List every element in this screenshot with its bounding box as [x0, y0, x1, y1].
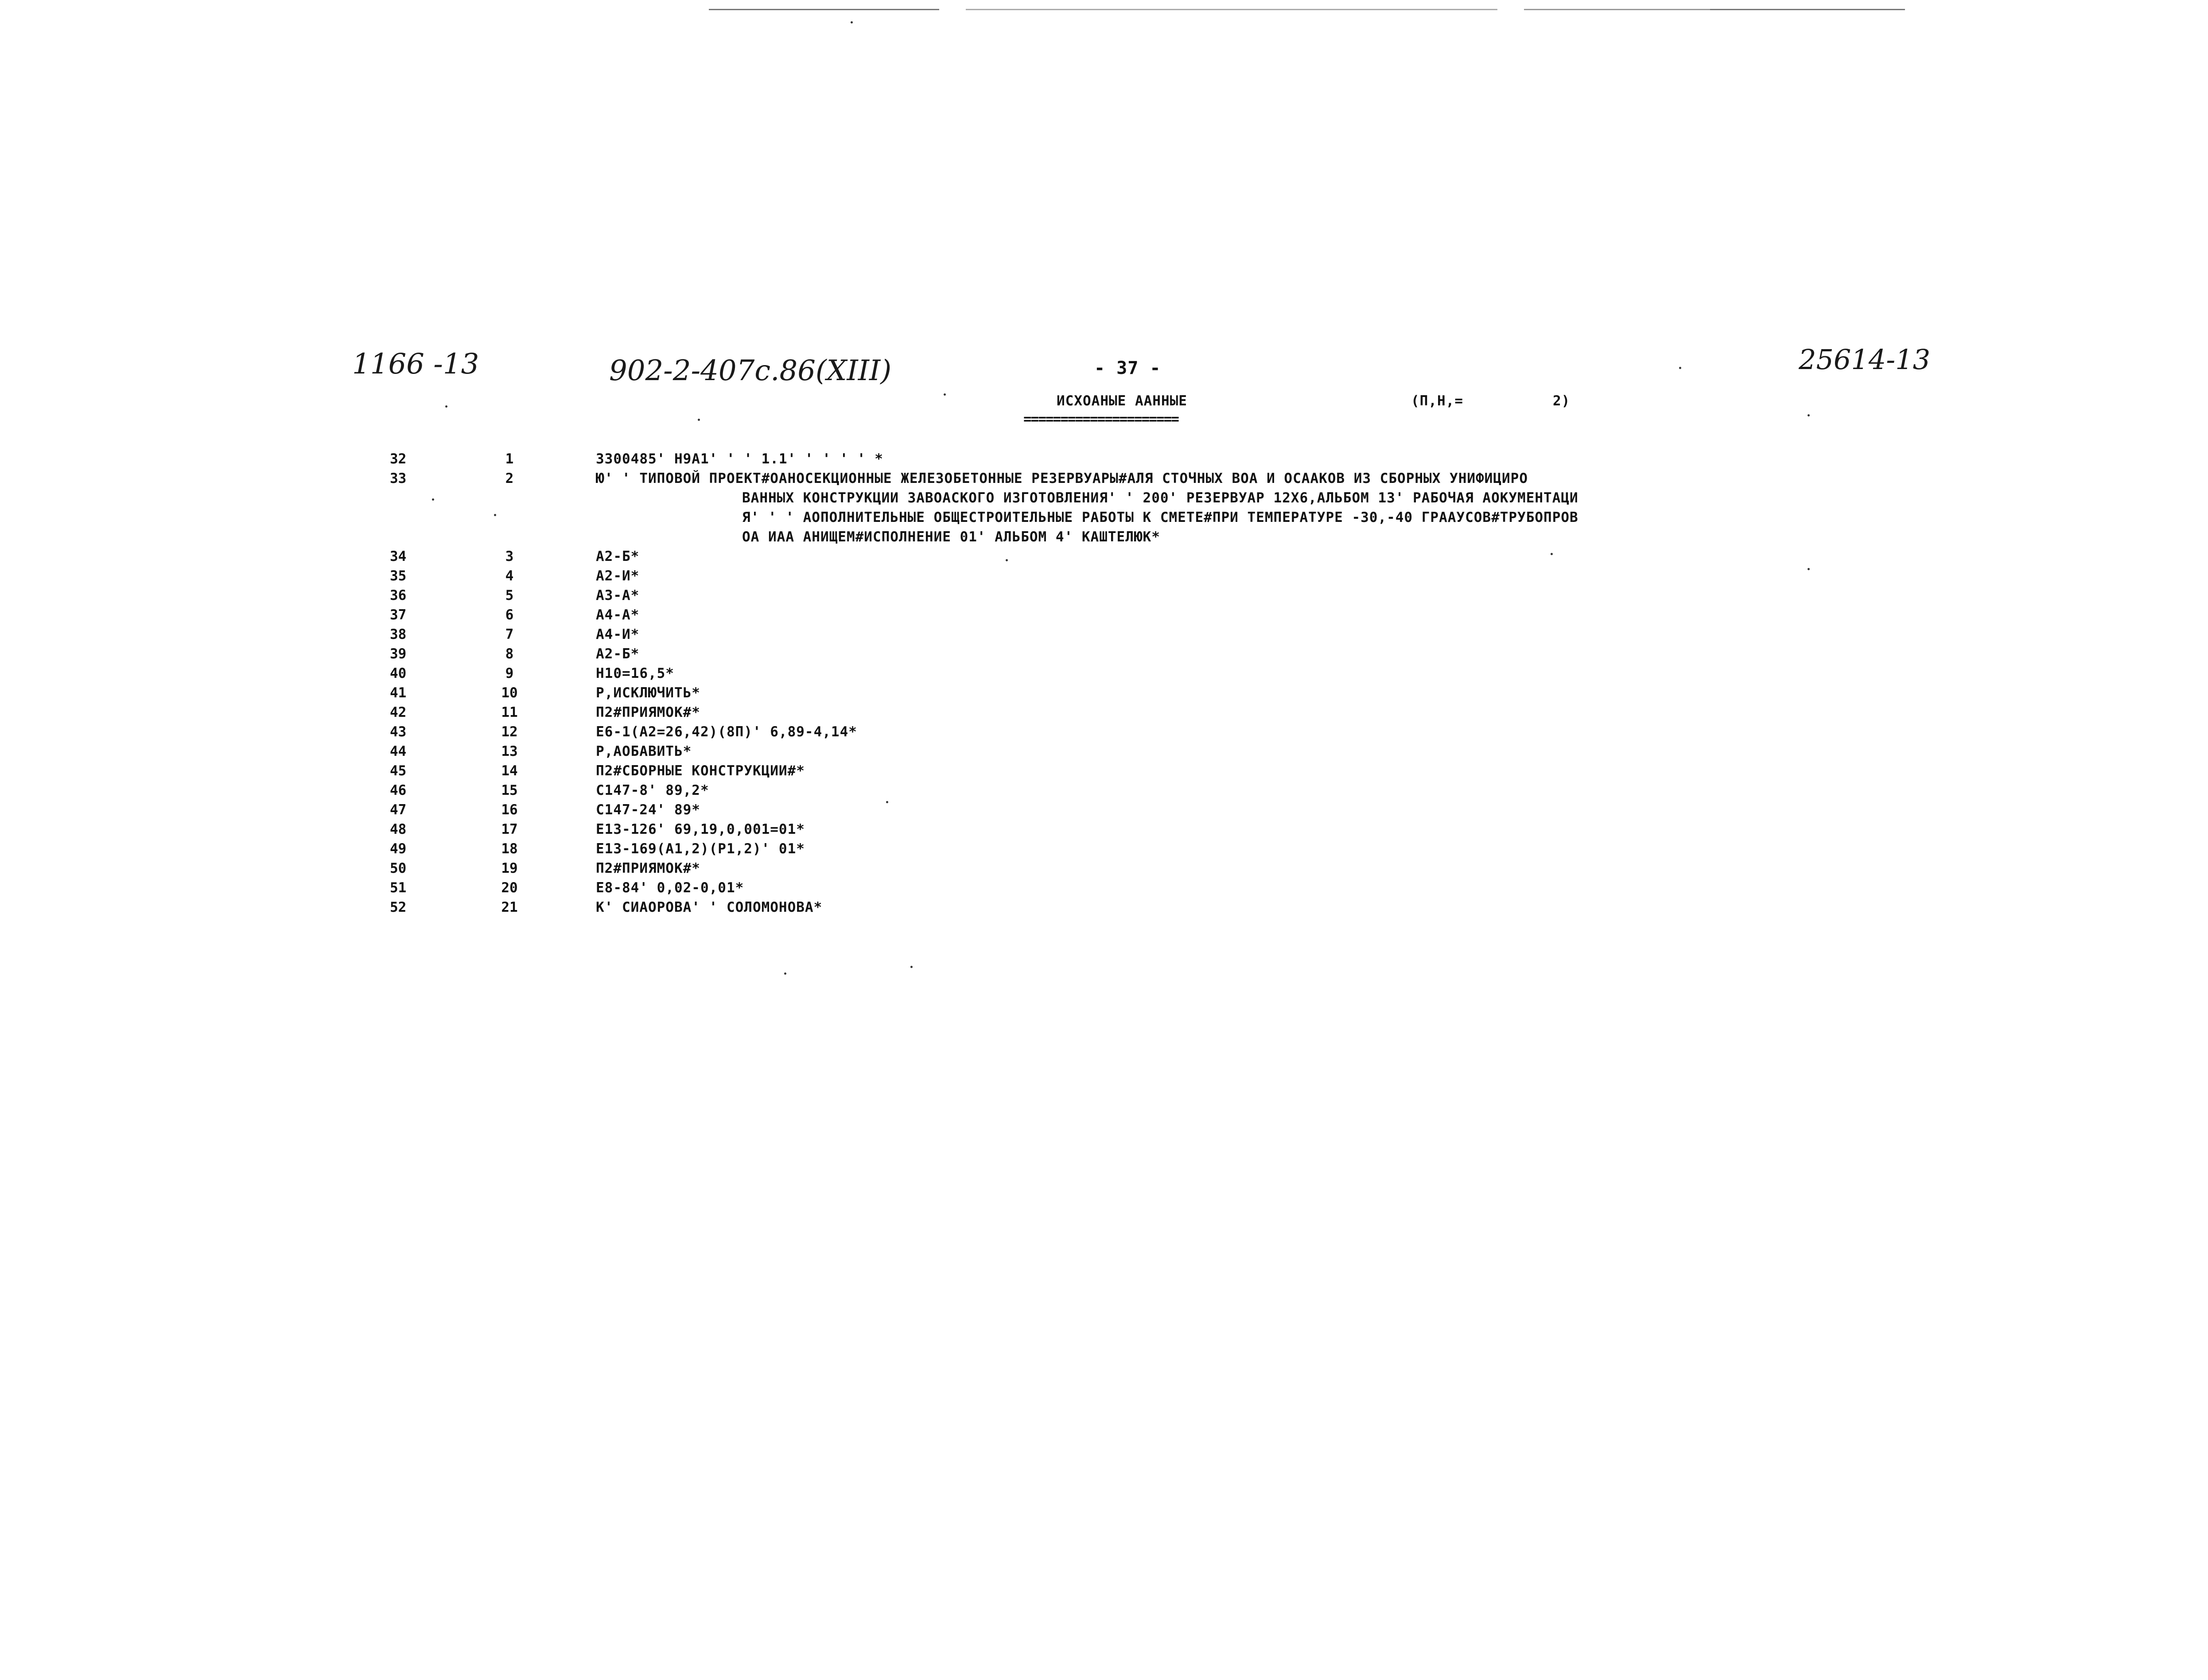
sequence-number: 9	[505, 665, 514, 681]
record-row	[0, 471, 2208, 490]
line-number: 32	[390, 451, 407, 467]
record-text: 3300485' Н9А1' ' ' 1.1' ' ' ' ' *	[596, 451, 883, 467]
sequence-number: 18	[501, 841, 518, 857]
scan-speck	[494, 514, 496, 516]
scan-speck	[784, 972, 786, 975]
sequence-number: 16	[501, 802, 518, 818]
scan-speck	[944, 393, 946, 396]
scan-speck	[1006, 559, 1008, 561]
sequence-number: 19	[501, 860, 518, 876]
record-text: Е6-1(А2=26,42)(8П)' 6,89-4,14*	[596, 724, 857, 740]
record-row	[0, 743, 2208, 763]
sequence-number: 7	[505, 626, 514, 642]
line-number: 48	[390, 821, 407, 837]
record-row	[0, 880, 2208, 899]
line-number: 45	[390, 763, 407, 779]
scan-artifact-line	[1710, 9, 1905, 10]
sequence-number: 13	[501, 743, 518, 759]
params-label: (П,Н,=	[1411, 393, 1463, 409]
line-number: 52	[390, 899, 407, 915]
record-row	[0, 704, 2208, 724]
record-text: Р,ИСКЛЮЧИТЬ*	[596, 685, 700, 701]
record-row	[0, 821, 2208, 841]
section-title: ИСХОАНЫЕ АAННЫЕ	[1057, 393, 1187, 409]
record-text: Ю' ' ТИПОВОЙ ПРОЕКТ#ОАНОСЕКЦИОННЫЕ ЖЕЛЕЗОБЕТОННЫЕ РЕЗЕРВУАРЫ#АЛЯ СТОЧНЫХ ВОА И ОСААКОВ ИЗ СБОРНЫХ УНИФИЦИРО	[596, 471, 1528, 486]
record-text: А4-А*	[596, 607, 640, 623]
line-number: 51	[390, 880, 407, 896]
line-number: 47	[390, 802, 407, 818]
sequence-number: 12	[501, 724, 518, 740]
scan-speck	[1808, 414, 1810, 416]
section-title-underline: =====================	[1023, 411, 1178, 427]
record-row	[0, 451, 2208, 471]
record-row	[0, 899, 2208, 919]
record-continuation: Я' ' ' AОПОЛНИТЕЛЬНЫЕ ОБЩЕСТРОИТЕЛЬНЫЕ РАБОТЫ К СМЕТЕ#ПРИ ТЕМПЕРАТУРЕ -30,-40 ГРААУСОВ#ТРУБОПРОВ	[742, 509, 1578, 525]
scan-speck	[1551, 553, 1553, 555]
record-continuation: ВАННЫХ КОНСТРУКЦИИ ЗАВОАСКОГО ИЗГОТОВЛЕНИЯ' ' 200' РЕЗЕРВУАР 12Х6,АЛЬБОМ 13' РАБОЧАЯ АОКУМЕНТАЦИ	[742, 490, 1578, 506]
scan-speck	[445, 405, 447, 408]
record-row	[0, 841, 2208, 860]
record-text: Е13-169(А1,2)(Р1,2)' 01*	[596, 841, 805, 857]
line-number: 39	[390, 646, 407, 662]
line-number: 40	[390, 665, 407, 681]
sequence-number: 6	[505, 607, 514, 623]
params-value: 2)	[1553, 393, 1570, 409]
record-text: А3-А*	[596, 587, 640, 603]
sequence-number: 14	[501, 763, 518, 779]
scan-speck	[698, 419, 700, 421]
sequence-number: 21	[501, 899, 518, 915]
sequence-number: 1	[505, 451, 514, 467]
sequence-number: 20	[501, 880, 518, 896]
sequence-number: 5	[505, 587, 514, 603]
line-number: 36	[390, 587, 407, 603]
sequence-number: 15	[501, 782, 518, 798]
line-number: 33	[390, 471, 407, 486]
page-number: - 37 -	[1094, 358, 1161, 378]
record-row	[0, 782, 2208, 802]
record-text: Е13-126' 69,19,0,001=01*	[596, 821, 805, 837]
record-text: С147-24' 89*	[596, 802, 700, 818]
scan-speck	[910, 966, 913, 968]
record-row	[0, 587, 2208, 607]
sequence-number: 2	[505, 471, 514, 486]
record-text: П2#СБОРНЫЕ КОНСТРУКЦИИ#*	[596, 763, 805, 779]
right-handwritten-mark: 25614-13	[1799, 343, 1931, 376]
sequence-number: 10	[501, 685, 518, 701]
line-number: 41	[390, 685, 407, 701]
record-row	[0, 626, 2208, 646]
line-number: 38	[390, 626, 407, 642]
record-row	[0, 763, 2208, 782]
line-number: 46	[390, 782, 407, 798]
record-row	[0, 724, 2208, 743]
record-row	[0, 685, 2208, 704]
record-text: П2#ПРИЯМОК#*	[596, 860, 700, 876]
line-number: 49	[390, 841, 407, 857]
scan-speck	[1679, 367, 1681, 369]
record-row	[0, 646, 2208, 665]
record-row	[0, 665, 2208, 685]
record-text: П2#ПРИЯМОК#*	[596, 704, 700, 720]
line-number: 42	[390, 704, 407, 720]
sequence-number: 8	[505, 646, 514, 662]
scan-speck	[432, 498, 434, 501]
scan-artifact-line	[966, 9, 1497, 10]
record-text: А4-И*	[596, 626, 640, 642]
record-row	[0, 802, 2208, 821]
record-text: С147-8' 89,2*	[596, 782, 709, 798]
scan-speck	[886, 801, 888, 803]
line-number: 34	[390, 548, 407, 564]
line-number: 50	[390, 860, 407, 876]
record-row	[0, 568, 2208, 587]
line-number: 37	[390, 607, 407, 623]
record-continuation: ОА ИАА АНИЩЕМ#ИСПОЛНЕНИЕ 01' АЛЬБОМ 4' КАШТЕЛЮК*	[742, 529, 1160, 545]
scan-artifact-line	[709, 9, 939, 10]
sequence-number: 3	[505, 548, 514, 564]
scan-speck	[1808, 568, 1810, 570]
record-text: Р,AОБАВИТЬ*	[596, 743, 692, 759]
left-handwritten-mark: 1166 -13	[352, 348, 479, 381]
record-row	[0, 860, 2208, 880]
line-number: 44	[390, 743, 407, 759]
record-text: А2-Б*	[596, 646, 640, 662]
sequence-number: 4	[505, 568, 514, 584]
sequence-number: 17	[501, 821, 518, 837]
record-row	[0, 548, 2208, 568]
record-text: А2-И*	[596, 568, 640, 584]
scan-speck	[851, 21, 853, 23]
line-number: 35	[390, 568, 407, 584]
record-row	[0, 607, 2208, 626]
record-text: А2-Б*	[596, 548, 640, 564]
project-code: 902-2-407c.86(XIII)	[609, 354, 892, 387]
record-text: К' СИАОРОВА' ' СОЛОМОНОВА*	[596, 899, 823, 915]
sequence-number: 11	[501, 704, 518, 720]
record-text: Н10=16,5*	[596, 665, 674, 681]
record-text: Е8-84' 0,02-0,01*	[596, 880, 744, 896]
line-number: 43	[390, 724, 407, 740]
